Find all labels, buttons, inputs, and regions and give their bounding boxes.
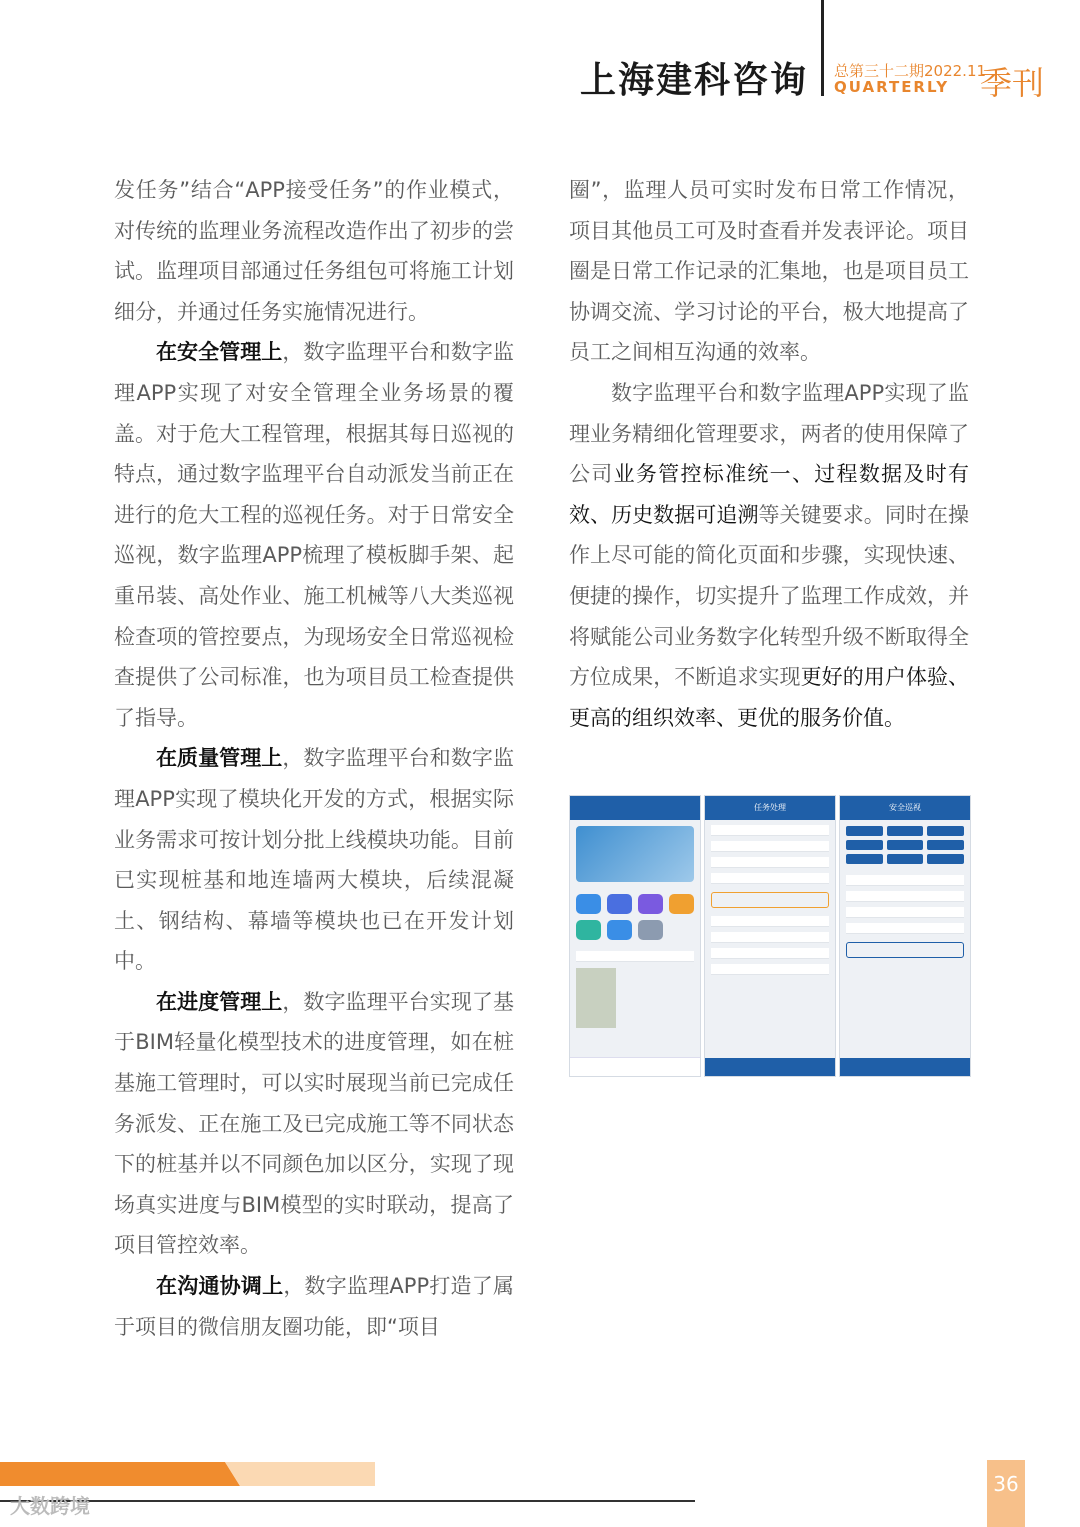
footer-light-band	[225, 1462, 375, 1486]
body-progress: ，数字监理平台实现了基于BIM轻量化模型技术的进度管理，如在桩基施工管理时，可以实时展现当前已完成任务派发、正在施工及已完成施工等不同状态下的桩基并以不同颜色加以区分，实现了现场真实进度与BIM模型的实时联动，提高了项目管控效率。	[114, 989, 514, 1258]
tag	[927, 840, 964, 850]
phone-home-banner	[576, 826, 694, 882]
tag	[846, 840, 883, 850]
right-column	[569, 170, 969, 738]
lead-safety: 在安全管理上	[156, 340, 283, 365]
app-icon	[638, 894, 663, 914]
watermark: 大数跨境	[10, 1494, 90, 1518]
right-p2-c: 等关键要求。同时在操作上尽可能的简化页面和步骤，实现快速、便捷的操作，切实提升了监理工作成效，并将赋能公司业务数字化转型升级不断取得全方位成果，不断追求实现	[569, 502, 969, 690]
tag	[927, 854, 964, 864]
tag	[846, 826, 883, 836]
body-safety: ，数字监理平台和数字监理APP实现了对安全管理全业务场景的覆盖。对于危大工程管理，根据其每日巡视的特点，通过数字监理平台自动派发当前正在进行的危大工程的巡视任务。对于日常安全巡视，数字监理APP梳理了模板脚手架、起重吊装、高处作业、施工机械等八大类巡视检查项的管控要点，为现场安全日常巡视检查提供了公司标准，也为项目员工检查提供了指导。	[114, 340, 514, 730]
right-paragraph-2	[569, 373, 969, 738]
phone-home-header	[570, 796, 700, 820]
phone-task-row	[711, 841, 829, 852]
phone-home-icon-grid	[570, 888, 700, 946]
phone-task-row	[711, 857, 829, 868]
body-quality: ，数字监理平台和数字监理APP实现了模块化开发的方式，根据实际业务需求可按计划分批上线模块功能。目前已实现桩基和地连墙两大模块，后续混凝土、钢结构、幕墙等模块也已在开发计划中。	[114, 746, 514, 974]
phone-safety-row	[846, 875, 964, 886]
issue-label: 总第三十二期2022.11	[834, 62, 987, 80]
phone-home-row	[576, 951, 694, 962]
app-screenshots	[569, 795, 970, 1075]
lead-progress: 在进度管理上	[156, 989, 283, 1014]
tag	[846, 854, 883, 864]
footer-rule	[0, 1500, 695, 1502]
lead-quality: 在质量管理上	[156, 746, 283, 771]
body-communication: ，数字监理APP打造了属于项目的微信朋友圈功能，即“项目	[114, 1274, 514, 1339]
right-paragraph-1: 圈”，监理人员可实时发布日常工作情况，项目其他员工可及时查看并发表评论。项目圈是日常工作记录的汇集地，也是项目员工协调交流、学习讨论的平台，极大地提高了员工之间相互沟通的效率。	[569, 178, 969, 365]
phone-screen-safety	[839, 795, 971, 1077]
app-icon	[638, 920, 663, 940]
footer-orange-band	[0, 1462, 240, 1486]
seasonal-label: 季刊	[980, 64, 1045, 102]
left-paragraph-4	[114, 982, 514, 1266]
phone-safety-row	[846, 907, 964, 918]
phone-task-row	[711, 825, 829, 836]
masthead-divider	[821, 0, 824, 96]
phone-safety-row	[846, 891, 964, 902]
phone-safety-header: 安全巡视	[840, 796, 970, 820]
app-icon	[576, 920, 601, 940]
left-paragraph-5	[114, 1266, 514, 1347]
tag	[927, 826, 964, 836]
tag	[887, 840, 924, 850]
phone-home-tabbar	[570, 1057, 700, 1076]
left-column	[114, 170, 514, 1347]
lead-communication: 在沟通协调上	[156, 1274, 284, 1299]
phone-home-photo	[576, 968, 616, 1028]
left-paragraph-1: 发任务”结合“APP接受任务”的作业模式，对传统的监理业务流程改造作出了初步的尝试。监理项目部通过任务组包可将施工计划细分，并通过任务实施情况进行。	[114, 178, 514, 324]
phone-safety-row	[846, 923, 964, 934]
phone-safety-add	[846, 942, 964, 958]
phone-task-row	[711, 916, 829, 927]
phone-task-row	[711, 873, 829, 884]
phone-screen-home	[569, 795, 701, 1077]
phone-safety-actionbar	[840, 1058, 970, 1076]
phone-task-header: 任务处理	[705, 796, 835, 820]
phone-task-row	[711, 948, 829, 959]
tag	[887, 826, 924, 836]
phone-safety-tags	[840, 820, 970, 870]
right-p2-e: 。	[884, 705, 905, 730]
phone-task-add	[711, 892, 829, 908]
right-p2-b: 业务管控标准统一、过程数据及时有效、历史数据可追溯	[569, 462, 970, 527]
page-number: 36	[993, 1472, 1019, 1496]
phone-screen-task	[704, 795, 836, 1077]
app-icon	[607, 920, 632, 940]
phone-task-row	[711, 932, 829, 943]
app-icon	[669, 894, 694, 914]
right-p2-d: 更好的用户体验、更高的组织效率、更优的服务价值	[569, 665, 970, 730]
masthead-title: 上海建科咨询	[580, 60, 809, 101]
right-p2-a: 数字监理平台和数字监理APP实现了监理业务精细化管理要求，两者的使用保障了公司	[569, 380, 969, 487]
app-icon	[607, 894, 632, 914]
phone-task-row	[711, 964, 829, 975]
tag	[887, 854, 924, 864]
left-paragraph-3	[114, 738, 514, 982]
phone-task-actionbar	[705, 1058, 835, 1076]
quarterly-label: QUARTERLY	[834, 78, 950, 96]
left-paragraph-2	[114, 332, 514, 738]
app-icon	[576, 894, 601, 914]
